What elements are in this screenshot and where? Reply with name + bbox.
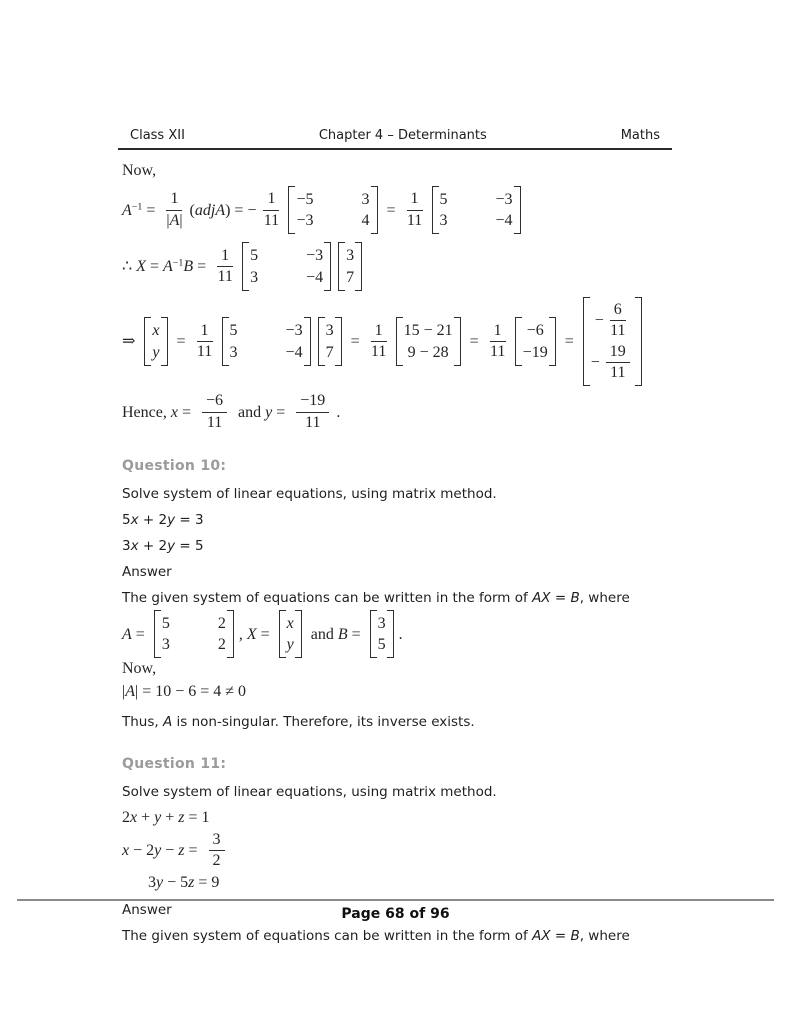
minus-sign: − (594, 312, 604, 330)
matrix-grid (230, 321, 303, 361)
minus-sign: − (590, 353, 600, 371)
matrix-cell (595, 301, 630, 341)
text-run: = (184, 842, 202, 860)
matrix-final (583, 297, 642, 387)
matrix-cell: 3 (439, 212, 448, 230)
text-run: X (246, 625, 257, 643)
text-run: 3 (148, 873, 156, 891)
matrix-cell: 3 (346, 247, 355, 265)
matrix-cell: 3 (361, 191, 370, 208)
non-singular-line (122, 714, 678, 730)
header-class-label: Class XII (130, 128, 185, 143)
matrix-x (279, 610, 302, 658)
text-run: | = 10 − 6 = 4 ≠ 0 (134, 683, 247, 701)
fraction-denominator: 11 (217, 268, 233, 286)
text-run: ∴ (122, 257, 137, 275)
matrix-cell: 9 − 28 (407, 343, 449, 361)
text-run: y (156, 873, 164, 891)
fraction-denominator: 11 (406, 211, 423, 229)
fraction (606, 343, 630, 383)
text-run: 3 (122, 538, 131, 555)
question-10-equation-2 (122, 538, 678, 554)
eq-segment (190, 201, 257, 220)
matrix-definition-line (122, 610, 678, 658)
eq-segment (122, 682, 246, 701)
matrix-cell: −4 (495, 212, 513, 230)
eq-segment (122, 928, 630, 944)
text-run: adjA (194, 201, 226, 219)
text-run: The given system of equations can be written in the form of (122, 590, 533, 607)
eq-segment (122, 257, 210, 276)
eq-segment (122, 201, 159, 220)
matrix-b (370, 610, 394, 658)
text-run: B (570, 590, 580, 607)
equation-xy-result (122, 297, 678, 387)
eq-segment (122, 403, 195, 422)
text-run: = (172, 332, 190, 350)
text-run: z (188, 873, 195, 891)
text-run: = (465, 332, 483, 350)
fraction-denominator: 11 (305, 413, 321, 431)
matrix-grid (591, 301, 634, 383)
text-run: = (560, 332, 578, 350)
text-run: y (154, 842, 162, 860)
text-run: B (570, 927, 580, 944)
matrix-cell: 5 (377, 636, 386, 654)
text-run: A (122, 625, 132, 643)
matrix-cell: 2 (217, 615, 226, 633)
fraction-denominator: 11 (196, 343, 213, 361)
text-run: + (161, 808, 179, 826)
fraction-y (296, 392, 329, 432)
text-run: | (166, 211, 170, 229)
eq-segment (173, 332, 190, 351)
eq-segment (347, 332, 364, 351)
text-run: + 2 (138, 538, 168, 555)
matrix-cell: 15 − 21 (403, 322, 453, 340)
matrix-cell: 5 (161, 615, 170, 633)
text-run: A (122, 201, 132, 219)
eq-segment (383, 201, 400, 220)
superscript: −1 (131, 201, 143, 213)
text-run: , (238, 625, 247, 643)
matrix-cell: y (286, 636, 294, 654)
fraction-numerator: 1 (490, 322, 506, 342)
text-run: − 2 (129, 842, 155, 860)
fraction-numerator: 1 (407, 190, 423, 210)
matrix-cell: 2 (217, 636, 226, 654)
matrix-cell: x (286, 615, 294, 633)
fraction-denominator: 11 (610, 363, 626, 381)
matrix-cell (591, 343, 634, 383)
eq-segment (122, 332, 139, 351)
matrix-grid (404, 321, 453, 361)
matrix-cell: 3 (377, 615, 386, 633)
eq-segment (122, 808, 210, 827)
text-run: x (130, 512, 139, 529)
text-run: and (306, 625, 338, 643)
eq-segment (466, 332, 483, 351)
determinant-line (122, 682, 678, 701)
text-run: = (256, 625, 274, 643)
question-11-prompt: Solve system of linear equations, using matrix method. (122, 783, 497, 800)
matrix-grid (287, 614, 294, 654)
matrix-cell: y (152, 343, 160, 361)
now-label: Now, (122, 660, 157, 678)
text-run: = (347, 625, 365, 643)
matrix-inverse (222, 317, 311, 365)
text-run: = 9 (194, 873, 220, 891)
matrix-cell: 7 (346, 268, 355, 286)
fraction-x (202, 392, 227, 432)
text-run: − 5 (163, 873, 189, 891)
matrix-product (396, 317, 461, 365)
fraction-denominator: 11 (489, 343, 506, 361)
page-footer (17, 899, 774, 922)
matrix-cell: −3 (495, 191, 513, 208)
text-run: y (265, 403, 273, 421)
text-run: = (145, 257, 163, 275)
fraction (209, 831, 225, 871)
fraction (166, 190, 182, 230)
text-run: 2 (122, 808, 130, 826)
text-run: . (336, 403, 341, 421)
matrix-xy (144, 317, 167, 365)
text-run: B (337, 625, 348, 643)
equation-a-inverse (122, 186, 678, 234)
fraction-denominator: 11 (370, 343, 387, 361)
text-run: + (137, 808, 155, 826)
fraction (490, 322, 506, 362)
superscript: −1 (172, 257, 184, 269)
matrix-a (154, 610, 234, 658)
text-run: y (167, 538, 176, 555)
fraction (217, 247, 233, 287)
given-system-line (122, 590, 678, 606)
fraction-numerator: 1 (197, 322, 213, 342)
text-run: The given system of equations can be written in the form of (122, 927, 533, 944)
text-run: and (234, 403, 266, 421)
text-run: z (178, 842, 185, 860)
text-run: 5 (122, 512, 131, 529)
eq-segment (148, 873, 219, 892)
matrix-cell: −3 (306, 247, 324, 265)
eq-segment (399, 625, 403, 644)
text-run: x (170, 403, 178, 421)
eq-segment (122, 841, 202, 860)
matrix-cell: 5 (250, 247, 259, 265)
text-run: + 2 (138, 512, 168, 529)
text-run: x (122, 842, 130, 860)
fraction-numerator: −19 (296, 392, 329, 412)
text-run: − (161, 842, 179, 860)
matrix-cell: −4 (306, 268, 324, 286)
matrix-cell: 3 (325, 322, 334, 340)
matrix-grid (440, 190, 513, 230)
matrix-grid (162, 614, 226, 654)
fraction-numerator: 19 (606, 343, 630, 363)
fraction-denominator: 11 (610, 322, 626, 340)
page-number: Page 68 of 96 (341, 906, 450, 922)
hence-line (122, 392, 678, 432)
fraction-numerator: 1 (371, 322, 387, 342)
fraction-numerator: 1 (263, 190, 279, 210)
question-10-prompt: Solve system of linear equations, using matrix method. (122, 486, 497, 503)
text-run: = 1 (184, 808, 210, 826)
fraction-denominator (166, 211, 182, 230)
matrix-inverse (432, 186, 521, 234)
matrix-cell: −6 (526, 322, 544, 340)
text-run: AX (532, 590, 551, 607)
equation-x-equals (122, 242, 678, 290)
eq-segment (122, 512, 204, 528)
text-run: | (179, 211, 183, 229)
text-run: | (122, 683, 126, 701)
text-run: = (177, 403, 195, 421)
text-run: A (162, 713, 173, 730)
matrix-cell: x (152, 322, 160, 340)
matrix-grid (250, 246, 323, 286)
matrix-grid (346, 246, 354, 286)
matrix-cell: 3 (250, 268, 259, 286)
matrix-grid (296, 190, 369, 230)
text-run: ( (189, 201, 195, 219)
eq-segment (234, 403, 289, 422)
matrix-result (515, 317, 556, 365)
eq-segment (307, 625, 365, 644)
matrix-inverse (242, 242, 331, 290)
matrix-cell: −4 (285, 343, 303, 361)
text-run: = (131, 625, 149, 643)
text-run: = (193, 257, 211, 275)
matrix-cell: −19 (522, 343, 548, 361)
text-run: y (167, 512, 176, 529)
text-run: ) = − (225, 201, 257, 219)
fraction (407, 190, 423, 230)
question-11-heading: Question 11: (122, 755, 227, 772)
eq-segment (336, 403, 340, 422)
matrix-adj (288, 186, 377, 234)
matrix-grid (378, 614, 386, 654)
eq-segment (122, 590, 630, 606)
text-run: . (398, 625, 403, 643)
text-run: x (130, 538, 139, 555)
text-run: X (136, 257, 146, 275)
text-run: Thus, (122, 713, 163, 730)
question-11-equation-2 (122, 831, 678, 871)
text-run: is non-singular. Therefore, its inverse exists. (172, 713, 475, 730)
eq-segment (122, 538, 204, 554)
text-run: z (178, 808, 185, 826)
text-run: , where (579, 590, 630, 607)
header-chapter-title: Chapter 4 – Determinants (318, 128, 487, 143)
header-subject-label: Maths (620, 128, 660, 143)
text-run: y (154, 808, 162, 826)
matrix-cell: 4 (361, 212, 370, 230)
fraction-numerator: 6 (610, 301, 626, 321)
question-11-equation-3 (122, 873, 678, 892)
matrix-cell: 5 (439, 191, 448, 208)
fraction-denominator: 11 (206, 413, 223, 431)
matrix-cell: 3 (229, 343, 238, 361)
answer-label: Answer (122, 564, 172, 581)
eq-segment (122, 625, 149, 644)
matrix-cell: −5 (296, 191, 314, 208)
matrix-b (318, 317, 342, 365)
text-run: Hence, (122, 403, 171, 421)
text-run: , where (579, 927, 630, 944)
matrix-cell: 3 (161, 636, 170, 654)
matrix-cell: 5 (229, 322, 238, 340)
text-run: = 3 (175, 512, 204, 529)
fraction (610, 301, 626, 341)
page-header (118, 128, 672, 150)
fraction-denominator: 11 (263, 211, 280, 229)
matrix-cell: 7 (325, 343, 334, 361)
fraction-denominator: 2 (212, 852, 221, 870)
question-10-equation-1 (122, 512, 678, 528)
question-10-heading: Question 10: (122, 458, 227, 475)
text-run: = (550, 590, 571, 607)
eq-segment (239, 625, 274, 644)
fraction-numerator: 1 (217, 247, 233, 267)
question-11-equation-1 (122, 808, 678, 827)
text-run: = (346, 332, 364, 350)
answer-label: Answer (122, 901, 172, 918)
text-run: = (382, 201, 400, 219)
now-label: Now, (122, 162, 157, 179)
eq-segment (122, 714, 475, 730)
text-run: AX (532, 927, 551, 944)
given-system-line (122, 928, 678, 944)
fraction (197, 322, 213, 362)
text-run: A (125, 683, 135, 701)
fraction (371, 322, 387, 362)
matrix-grid (523, 321, 548, 361)
text-run: = (142, 201, 160, 219)
eq-segment (561, 332, 578, 351)
text-run: A (169, 211, 180, 229)
matrix-cell: −3 (285, 322, 303, 340)
fraction-numerator: 3 (209, 831, 225, 851)
text-run: x (130, 808, 138, 826)
matrix-b (338, 242, 362, 290)
text-run: = 5 (175, 538, 204, 555)
matrix-grid (152, 321, 159, 361)
text-run: = (272, 403, 290, 421)
fraction-numerator: −6 (202, 392, 227, 412)
text-run: B (183, 257, 194, 275)
text-run: ⇒ (122, 332, 140, 350)
matrix-cell: −3 (296, 212, 314, 230)
text-run: = (550, 927, 571, 944)
page-content (122, 158, 678, 944)
fraction-numerator: 1 (166, 190, 182, 210)
matrix-grid (326, 321, 334, 361)
text-run: A (163, 257, 173, 275)
fraction (263, 190, 279, 230)
